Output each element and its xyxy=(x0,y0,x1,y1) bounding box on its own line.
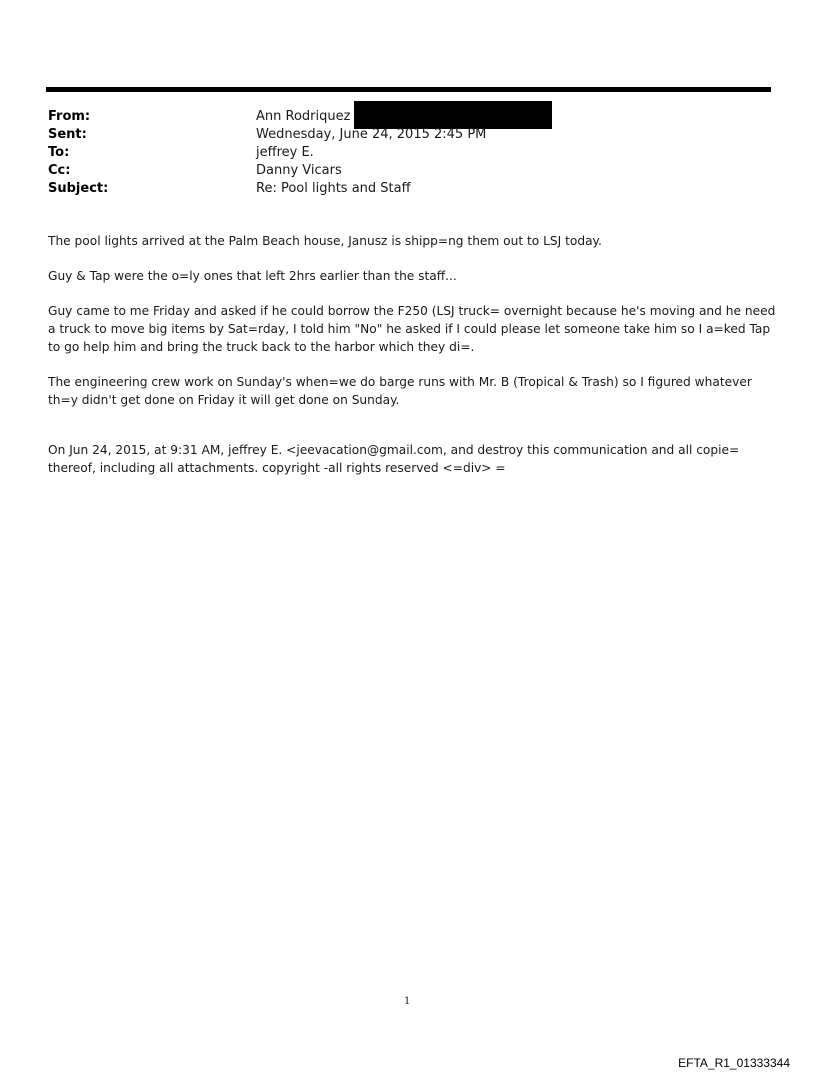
sent-label: Sent: xyxy=(48,127,87,142)
email-body xyxy=(48,232,776,494)
cc-value: Danny Vicars xyxy=(256,163,342,178)
subject-label: Subject: xyxy=(48,181,109,196)
header-divider xyxy=(46,87,771,92)
sent-value: Wednesday, June 24, 2015 2:45 PM xyxy=(256,127,487,142)
body-paragraph-3: Guy came to me Friday and asked if he could borrow the F250 (LSJ truck= overnight because he's moving and he need a truck to move big items by Sat=rday, I told him "No" he asked if I could please let someone take him so I a=ked Tap to go help him and bring the truck back to the harbor which they di=. xyxy=(48,304,776,354)
subject-value: Re: Pool lights and Staff xyxy=(256,181,411,196)
redaction-block xyxy=(354,101,552,129)
sent-row xyxy=(48,126,768,144)
subject-row xyxy=(48,180,768,198)
body-paragraph-2: Guy & Tap were the o=ly ones that left 2hrs earlier than the staff... xyxy=(48,269,457,283)
cc-label: Cc: xyxy=(48,163,71,178)
body-paragraph-1: The pool lights arrived at the Palm Beach house, Janusz is shipp=ng them out to LSJ today. xyxy=(48,234,602,248)
from-label: From: xyxy=(48,109,91,124)
from-name: Ann Rodriquez xyxy=(256,109,351,124)
cc-row xyxy=(48,162,768,180)
to-value: jeffrey E. xyxy=(256,145,314,160)
quoted-message: On Jun 24, 2015, at 9:31 AM, jeffrey E. <jeevacation@gmail.com, and destroy this communication and all copie= thereof, including all attachments. copyright -all rights reserved <=div> = xyxy=(48,443,740,475)
to-label: To: xyxy=(48,145,70,160)
body-paragraph-4: The engineering crew work on Sunday's when=we do barge runs with Mr. B (Tropical & Trash) so I figured whatever th=y didn't get done on Friday it will get done on Sunday. xyxy=(48,375,752,407)
document-id: EFTA_R1_01333344 xyxy=(678,1056,790,1070)
page-number: 1 xyxy=(404,996,411,1007)
from-row xyxy=(48,108,768,126)
to-row xyxy=(48,144,768,162)
email-header xyxy=(48,108,768,198)
